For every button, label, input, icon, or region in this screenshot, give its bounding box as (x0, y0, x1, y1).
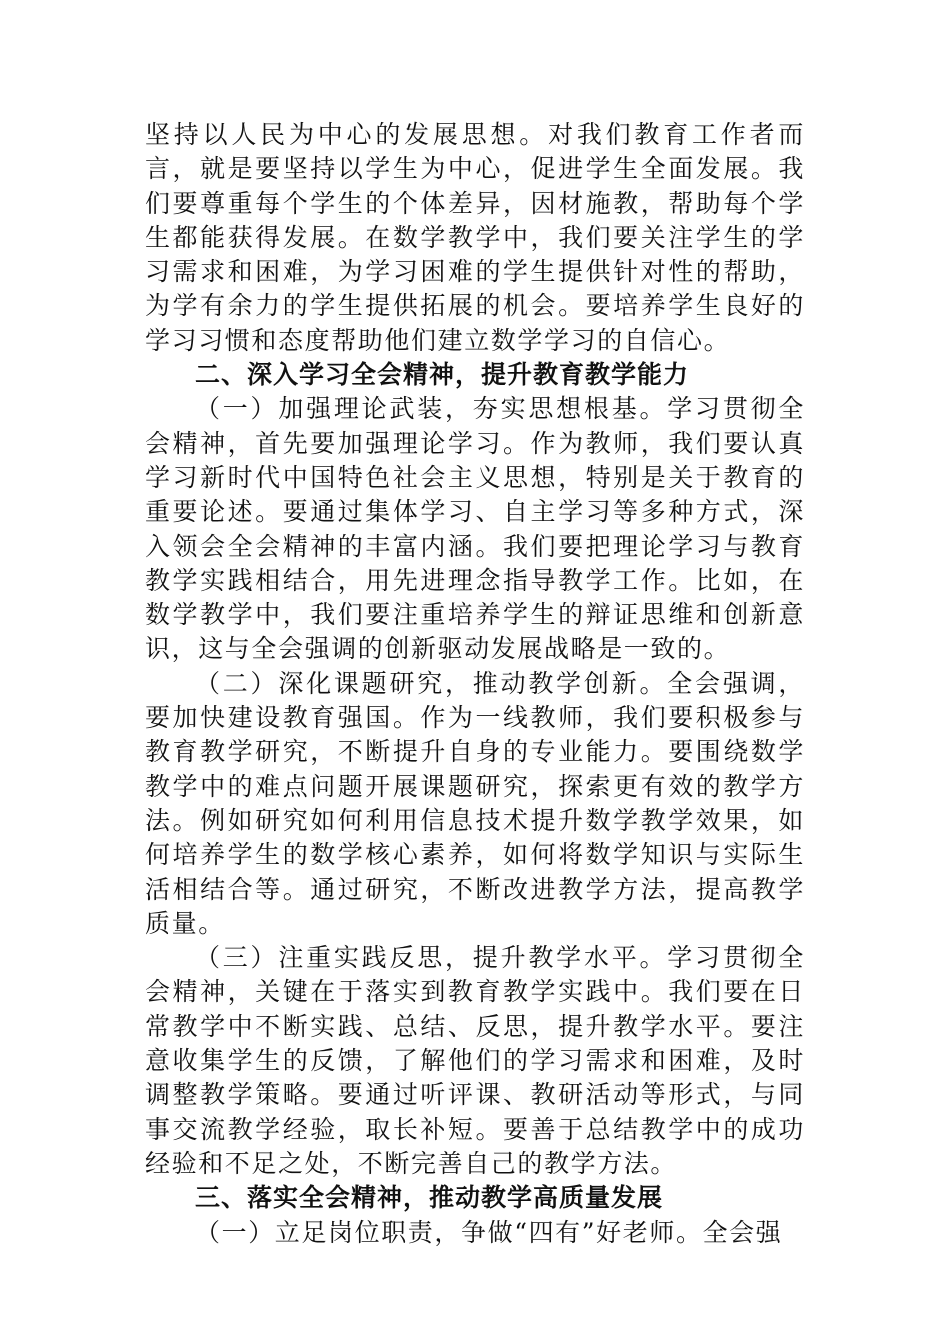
paragraph-2-3: （三）注重实践反思，提升教学水平。学习贯彻全会精神，关键在于落实到教育教学实践中。我们要在日常教学中不断实践、总结、反思，提升教学水平。要注意收集学生的反馈，了解他们的学习需求和困难，及时调整教学策略。要通过听评课、教研活动等形式，与同事交流教学经验，取长补短。要善于总结教学中的成功经验和不足之处，不断完善自己的教学方法。 (145, 943, 805, 1178)
paragraph-2-1: （一）加强理论武装，夯实思想根基。学习贯彻全会精神，首先要加强理论学习。作为教师，我们要认真学习新时代中国特色社会主义思想，特别是关于教育的重要论述。要通过集体学习、自主学习等多种方式，深入领会全会精神的丰富内涵。我们要把理论学习与教育教学实践相结合，用先进理念指导教学工作。比如，在数学教学中，我们要注重培养学生的辩证思维和创新意识，这与全会强调的创新驱动发展战略是一致的。 (145, 394, 805, 664)
section-heading-3: 三、落实全会精神，推动教学高质量发展 (195, 1183, 664, 1213)
paragraph-2-2: （二）深化课题研究，推动教学创新。全会强调，要加快建设教育强国。作为一线教师，我们要积极参与教育教学研究，不断提升自身的专业能力。要围绕数学教学中的难点问题开展课题研究，探索更有效的教学方法。例如研究如何利用信息技术提升数学教学效果，如何培养学生的数学核心素养，如何将数学知识与实际生活相结合等。通过研究，不断改进教学方法，提高教学质量。 (145, 668, 805, 938)
paragraph-continuation: 坚持以人民为中心的发展思想。对我们教育工作者而言，就是要坚持以学生为中心，促进学生全面发展。我们要尊重每个学生的个体差异，因材施教，帮助每个学生都能获得发展。在数学教学中，我们要关注学生的学习需求和困难，为学习困难的学生提供针对性的帮助，为学有余力的学生提供拓展的机会。要培养学生良好的学习习惯和态度帮助他们建立数学学习的自信心。 (145, 120, 805, 355)
section-heading-2: 二、深入学习全会精神，提升教育教学能力 (195, 360, 690, 390)
document-body (145, 118, 805, 1250)
paragraph-3-1: （一）立足岗位职责，争做“四有”好老师。全会强 (195, 1217, 783, 1247)
